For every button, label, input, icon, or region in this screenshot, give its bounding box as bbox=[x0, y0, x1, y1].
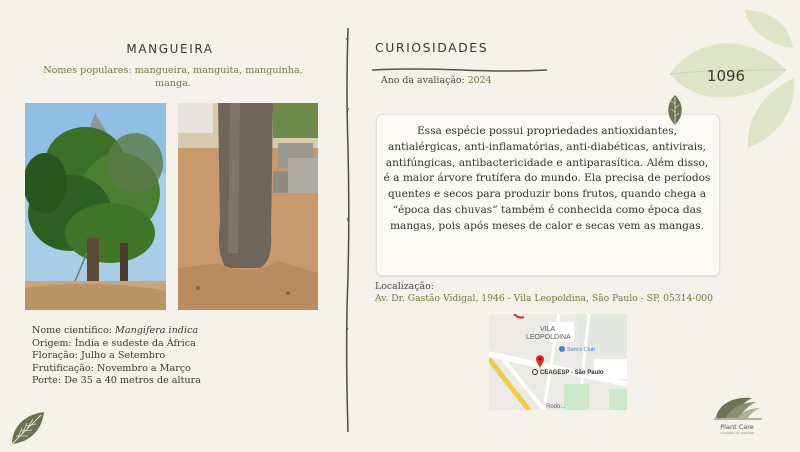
map-label-road: Rodo... bbox=[546, 404, 566, 410]
brand-tagline: cuidado de plantas bbox=[720, 431, 754, 435]
column-divider bbox=[344, 28, 352, 432]
tree-facts bbox=[32, 325, 201, 388]
fact-origin: Origem: Índia e sudeste da África bbox=[32, 337, 196, 349]
location-address: Av. Dr. Gastão Vidigal, 1946 - Vila Leopoldina, São Paulo - SP, 05314-000 bbox=[375, 293, 713, 304]
location-map[interactable] bbox=[489, 314, 627, 410]
heading-underline bbox=[372, 58, 547, 64]
map-label-leopoldina: LEOPOLDINA bbox=[526, 334, 571, 341]
fact-scientific-name: Nome científico: Mangifera indica bbox=[32, 325, 199, 336]
map-label-place: CEAGESP - São Paulo bbox=[540, 370, 604, 376]
decorative-leaves bbox=[666, 8, 800, 182]
map-label-vila: VILA bbox=[540, 326, 556, 333]
curiosities-heading: CURIOSIDADES bbox=[375, 40, 489, 55]
plant-care-logo bbox=[712, 396, 764, 424]
map-label-store: Sam's Club bbox=[567, 347, 595, 353]
fact-fruiting: Frutificação: Novembro a Março bbox=[32, 362, 191, 374]
evaluation-year: Ano da avaliação: 2024 bbox=[381, 75, 492, 86]
tree-name-heading: MANGUEIRA bbox=[126, 42, 214, 56]
location-label: Localização: bbox=[375, 281, 434, 292]
popular-names: Nomes populares: mangueira, manguita, manguinha, manga. bbox=[43, 65, 303, 89]
tree-photo-trunk bbox=[178, 103, 318, 310]
brand-name: Plant Care bbox=[720, 423, 754, 431]
curiosities-text: Essa espécie possui propriedades antioxidantes, antialérgicas, anti-inflamatórias, anti-diabéticas, antivirais, antifúngicas, antibactericidade e antiparasítica. Além disso, é a maior árvore frutífera do mundo. Ela precisa de períodos quentes e secos para produzir bons frutos, quando chega a “época das chuvas” também é conhecida como época das mangas, pois após meses de calor e secas vem as mangas. bbox=[383, 125, 711, 232]
leaf-icon bbox=[8, 408, 48, 452]
tree-photo-canopy bbox=[25, 103, 166, 310]
fact-flowering: Floração: Julho a Setembro bbox=[32, 350, 166, 362]
tree-code-badge: 1096 bbox=[706, 67, 746, 85]
leaf-icon bbox=[666, 94, 684, 130]
fact-size: Porte: De 35 a 40 metros de altura bbox=[32, 375, 201, 387]
